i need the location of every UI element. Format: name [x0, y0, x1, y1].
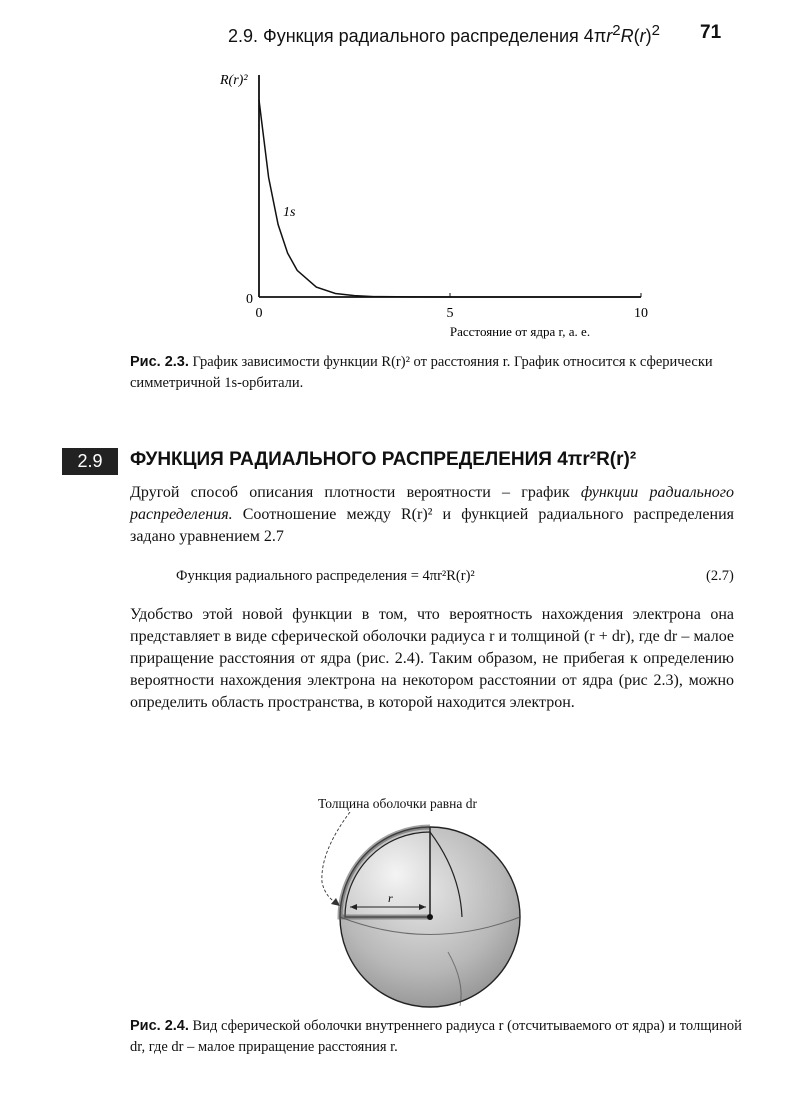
figure-2-4-label: Толщина оболочки равна dr [318, 796, 477, 811]
y-axis-label: R(r)² [220, 73, 248, 88]
series-1s-label: 1s [283, 205, 296, 220]
x-tick-label-0: 0 [255, 306, 263, 321]
x-tick-label-2: 10 [634, 306, 648, 321]
radius-label: r [388, 891, 393, 905]
section-title: ФУНКЦИЯ РАДИАЛЬНОГО РАСПРЕДЕЛЕНИЯ 4πr²R(r)² [130, 449, 637, 470]
figure-2-3-chart [0, 0, 794, 350]
y-tick-label-0: 0 [246, 292, 253, 307]
equation-text: Функция радиального распределения = 4πr²R(r)² [176, 568, 475, 584]
figure-2-3-caption-text: График зависимости функции R(r)² от расстояния r. График относится к сферически симметричной 1s-орбитали. [130, 354, 713, 391]
nucleus-point [427, 914, 433, 920]
running-head-paren-close: ) [645, 26, 652, 46]
page-number: 71 [700, 22, 722, 43]
running-head-r: r [606, 26, 613, 46]
paragraph-1 [130, 482, 734, 548]
figure-2-4-caption-label: Рис. 2.4. [130, 1018, 189, 1034]
equation-number: (2.7) [706, 568, 734, 584]
paragraph-1-part-3: Соотношение между R(r)² и функцией радиального распределения задано уравнением 2.7 [130, 506, 734, 545]
x-axis-label: Расстояние от ядра r, а. е. [449, 324, 591, 339]
figure-2-3-caption-label: Рис. 2.3. [130, 354, 189, 370]
running-head-r2: r [639, 26, 646, 46]
paragraph-1-term: функции радиального распределения. [130, 484, 735, 523]
paragraph-1-part-1: Другой способ описания плотности вероятности – график [130, 484, 581, 501]
paragraph-2: Удобство этой новой функции в том, что вероятность нахождения электрона она представляет в виде сферической оболочки радиуса r и толщиной (r + dr), где dr – малое приращение расстояния от ядра (рис. 2.4). Таким образом, не прибегая к определению вероятности нахождения электрона на некотором расстоянии от ядра (рис 2.3), можно определить область пространства, в которой находится электрон. [130, 606, 734, 711]
running-head-sup1: 2 [612, 22, 621, 39]
figure-2-3-caption [130, 352, 740, 394]
running-head-R: R [620, 26, 634, 46]
x-tick-label-1: 5 [446, 306, 454, 321]
series-1s-line [259, 100, 641, 297]
figure-2-4-caption-text: Вид сферической оболочки внутреннего радиуса r (отсчитываемого от ядра) и толщиной dr, где dr – малое приращение расстояния r. [130, 1018, 742, 1055]
label-leader-arrowhead [331, 898, 340, 906]
running-head-prefix: 2.9. Функция радиального распределения 4π [228, 26, 607, 46]
figure-2-4-caption [130, 1016, 742, 1058]
running-head-sup2: 2 [651, 22, 660, 39]
section-number: 2.9 [62, 448, 118, 475]
running-head-paren-open: ( [633, 26, 640, 46]
figure-2-4-sphere [300, 812, 540, 1012]
